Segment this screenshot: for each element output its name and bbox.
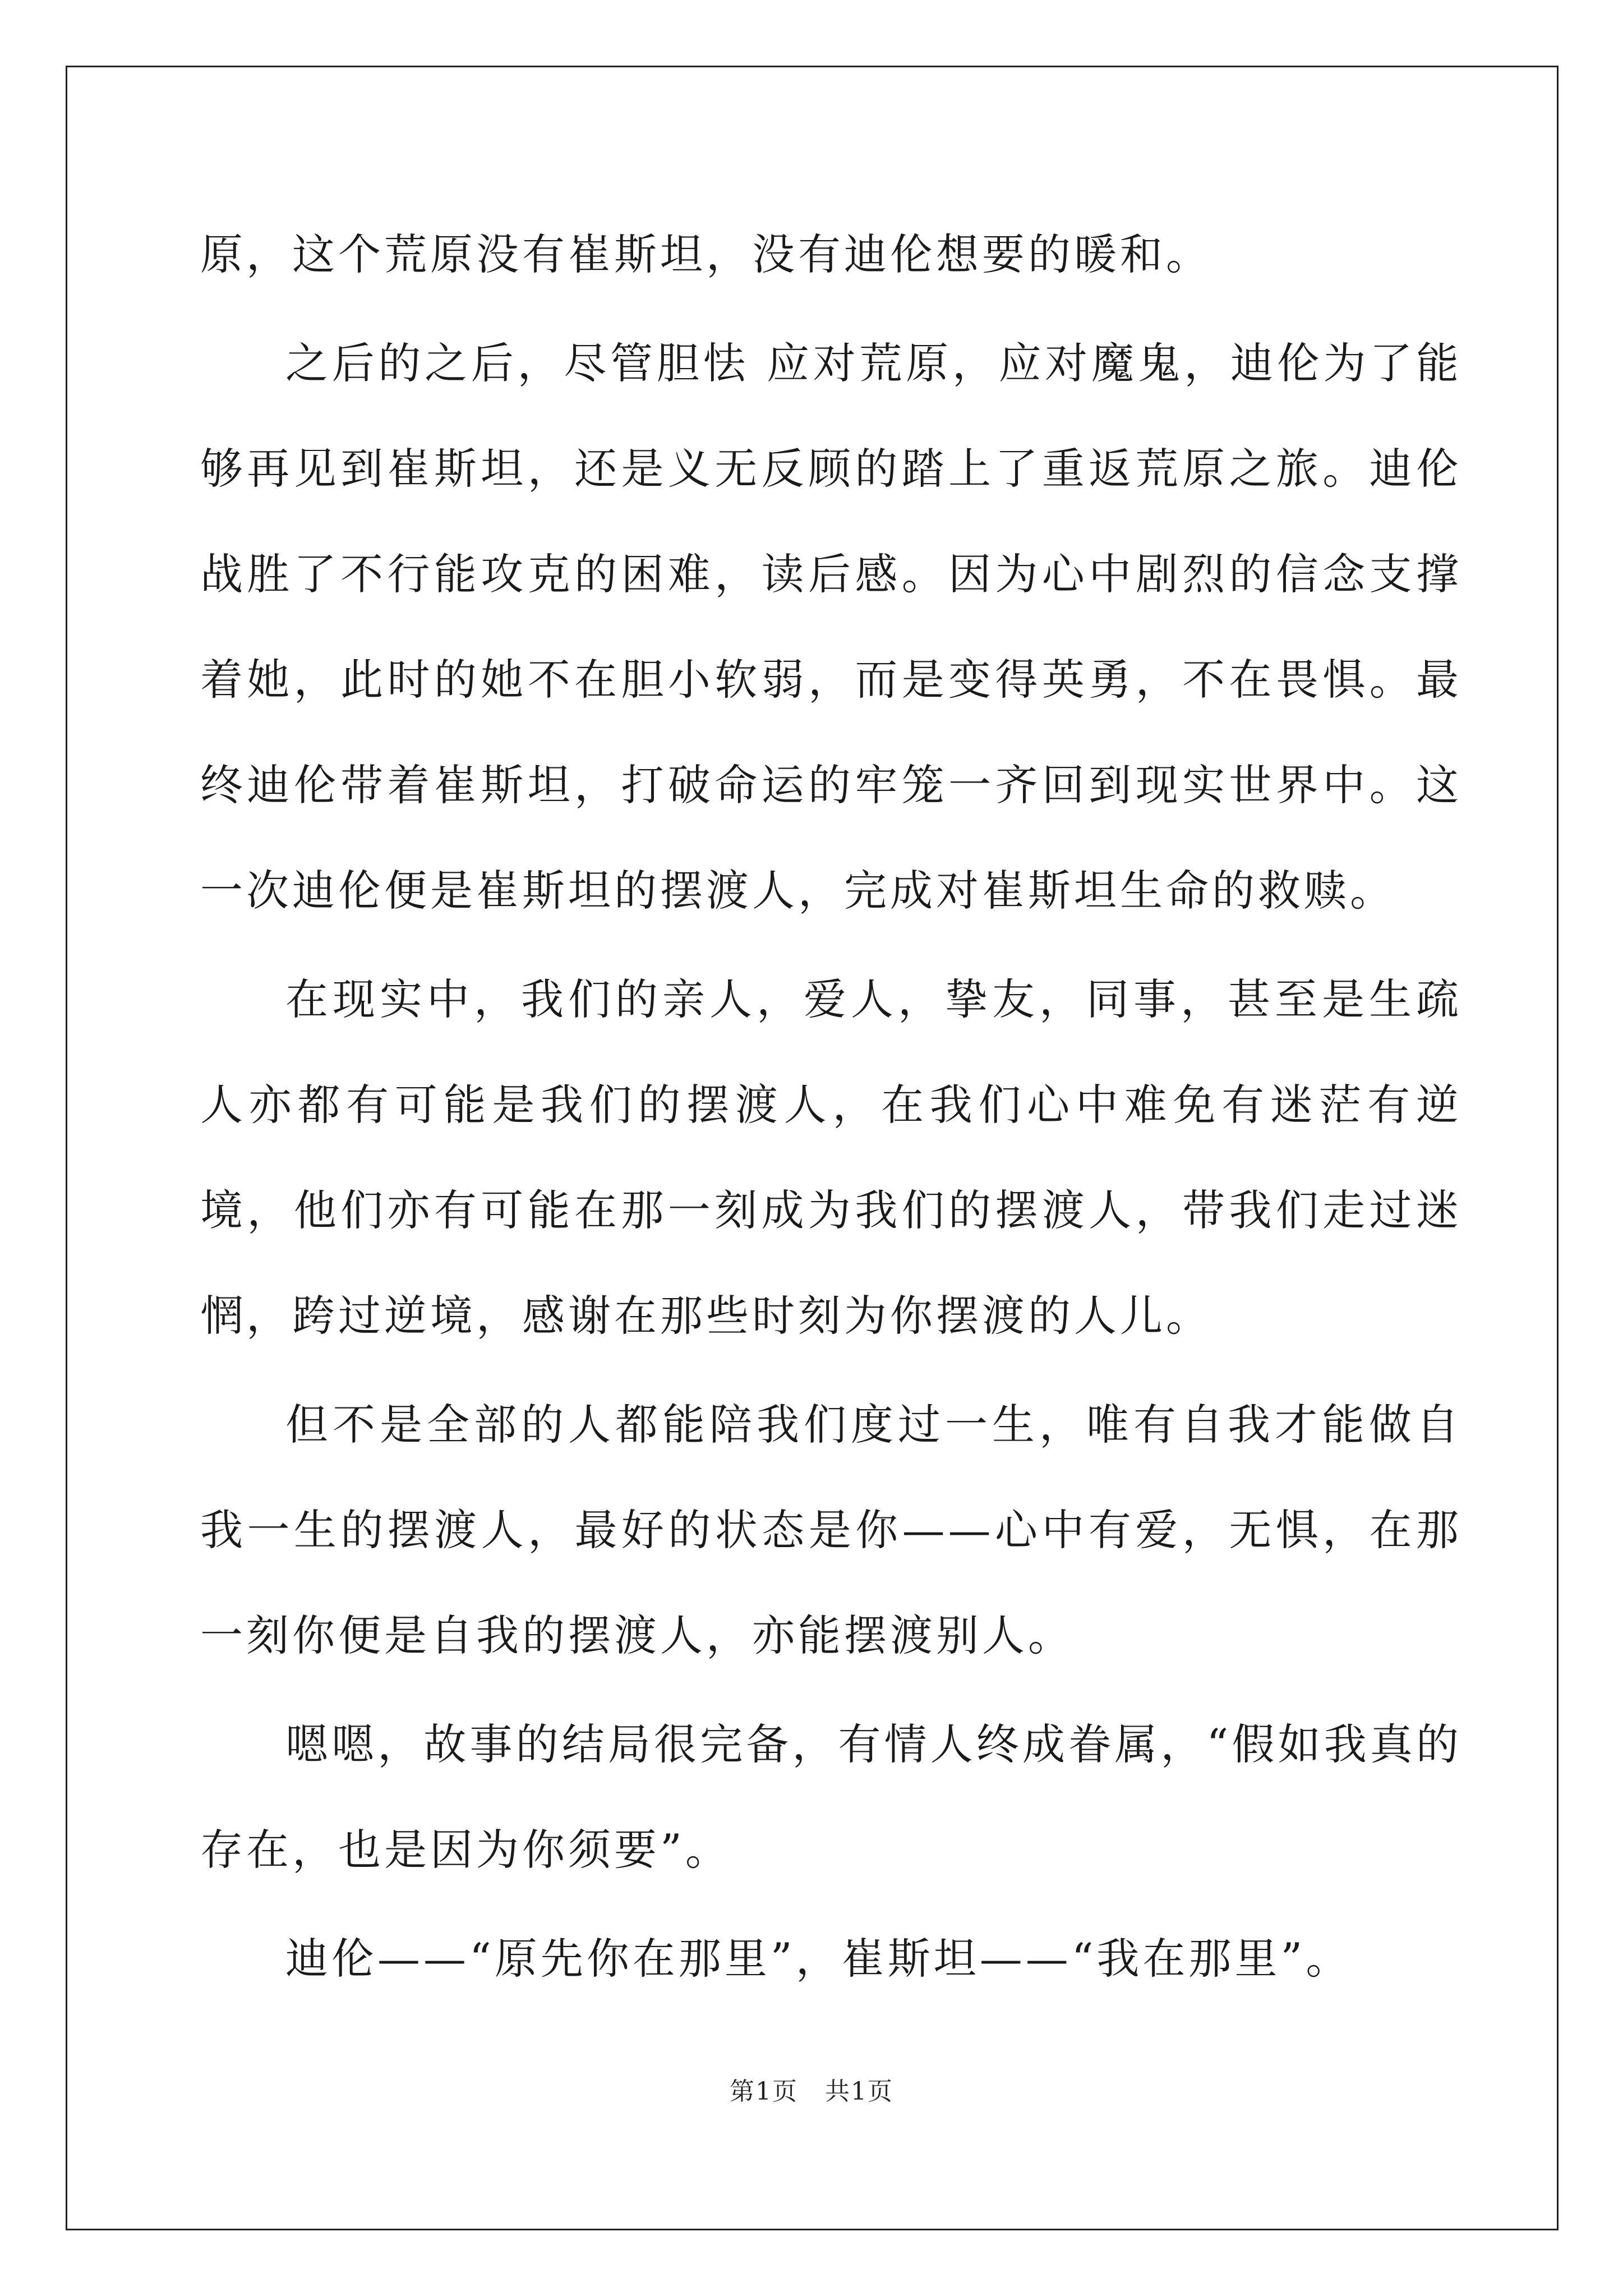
paragraph-6: 迪伦——“原先你在那里”，崔斯坦——“我在那里”。	[285, 1934, 1352, 1984]
paragraph-3: 在现实中，我们的亲人，爱人，挚友，同事，甚至是生疏人亦都有可能是我们的摆渡人，在我们心中难免有迷茫有逆境，他们亦有可能在那一刻成为我们的摆渡人，带我们走过迷惘，跨过逆境，感谢在那些时刻为你摆渡的人儿。	[200, 974, 1462, 1341]
document-body	[200, 202, 1462, 2012]
paragraph-5: 嗯嗯，故事的结局很完备，有情人终成眷属，“假如我真的存在，也是因为你须要”。	[200, 1719, 1462, 1875]
paragraph-1: 原，这个荒原没有崔斯坦，没有迪伦想要的暖和。	[200, 229, 1212, 279]
page-total: 共1页	[825, 2077, 893, 2106]
page-footer	[0, 2071, 1623, 2107]
page-number: 第1页	[730, 2077, 798, 2106]
paragraph-2: 之后的之后，尽管胆怯 应对荒原，应对魔鬼，迪伦为了能够再见到崔斯坦，还是义无反顾的踏上了重返荒原之旅。迪伦战胜了不行能攻克的困难，读后感。因为心中剧烈的信念支撑着她，此时的她不在胆小软弱，而是变得英勇，不在畏惧。最终迪伦带着崔斯坦，打破命运的牢笼一齐回到现实世界中。这一次迪伦便是崔斯坦的摆渡人，完成对崔斯坦生命的救赎。	[200, 338, 1462, 915]
paragraph-4: 但不是全部的人都能陪我们度过一生，唯有自我才能做自我一生的摆渡人，最好的状态是你——心中有爱，无惧，在那一刻你便是自我的摆渡人，亦能摆渡别人。	[200, 1400, 1462, 1660]
